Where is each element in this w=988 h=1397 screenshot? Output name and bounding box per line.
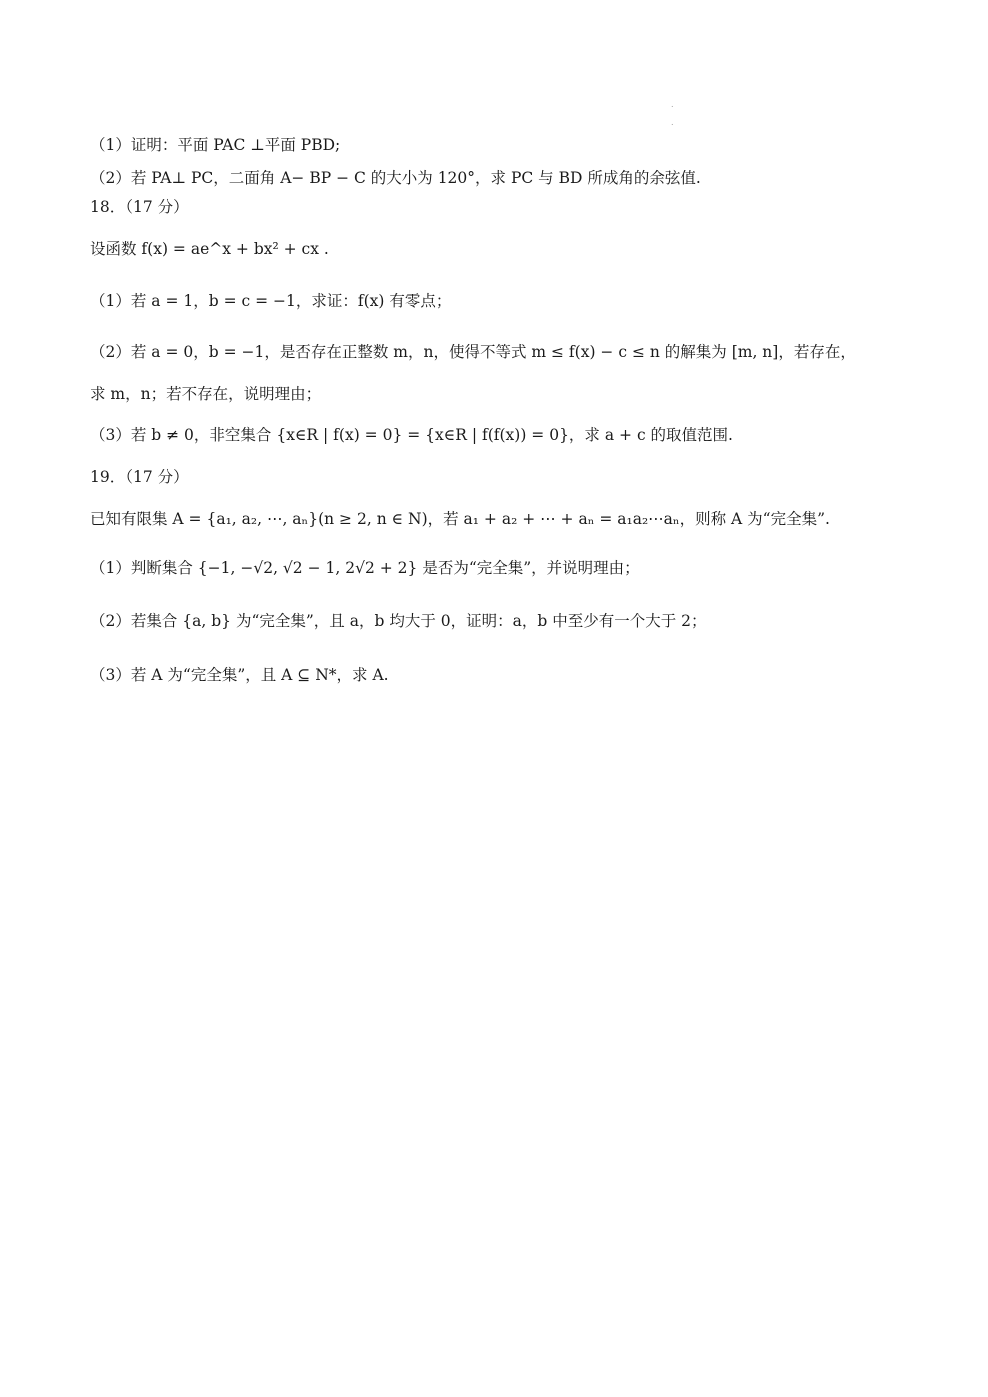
q18-stem: 设函数 f(x) = ae^x + bx² + cx . — [90, 240, 329, 258]
q19-part2: （2）若集合 {a, b} 为“完全集”，且 a，b 均大于 0，证明：a，b 中至少有一个大于 2； — [90, 612, 707, 630]
corner-mark-top: . — [671, 100, 674, 109]
corner-mark-bottom: . — [671, 118, 674, 127]
q19-header: 19．（17 分） — [90, 468, 189, 486]
q19-stem: 已知有限集 A = {a₁, a₂, ⋯, aₙ}(n ≥ 2, n ∈ N)，若 a₁ + a₂ + ⋯ + aₙ = a₁a₂⋯aₙ，则称 A 为“完全集”. — [90, 510, 830, 528]
q18-part2-continued: 求 m，n；若不存在，说明理由； — [90, 385, 322, 403]
q18-header: 18．（17 分） — [90, 198, 189, 216]
q18-part3: （3）若 b ≠ 0，非空集合 {x∈R | f(x) = 0} = {x∈R | f(f(x)) = 0}，求 a + c 的取值范围. — [90, 426, 733, 444]
q19-part1: （1）判断集合 {−1, −√2, √2 − 1, 2√2 + 2} 是否为“完全集”，并说明理由； — [90, 559, 640, 577]
q17-part1: （1）证明：平面 PAC ⊥平面 PBD; — [90, 136, 341, 154]
q18-part1: （1）若 a = 1，b = c = −1，求证：f(x) 有零点； — [90, 292, 452, 310]
q18-part2: （2）若 a = 0，b = −1，是否存在正整数 m，n，使得不等式 m ≤ f(x) − c ≤ n 的解集为 [m, n]，若存在， — [90, 343, 856, 361]
q17-part2: （2）若 PA⊥ PC，二面角 A− BP − C 的大小为 120°，求 PC 与 BD 所成角的余弦值. — [90, 169, 701, 187]
q19-part3: （3）若 A 为“完全集”，且 A ⊆ N*，求 A. — [90, 666, 389, 684]
